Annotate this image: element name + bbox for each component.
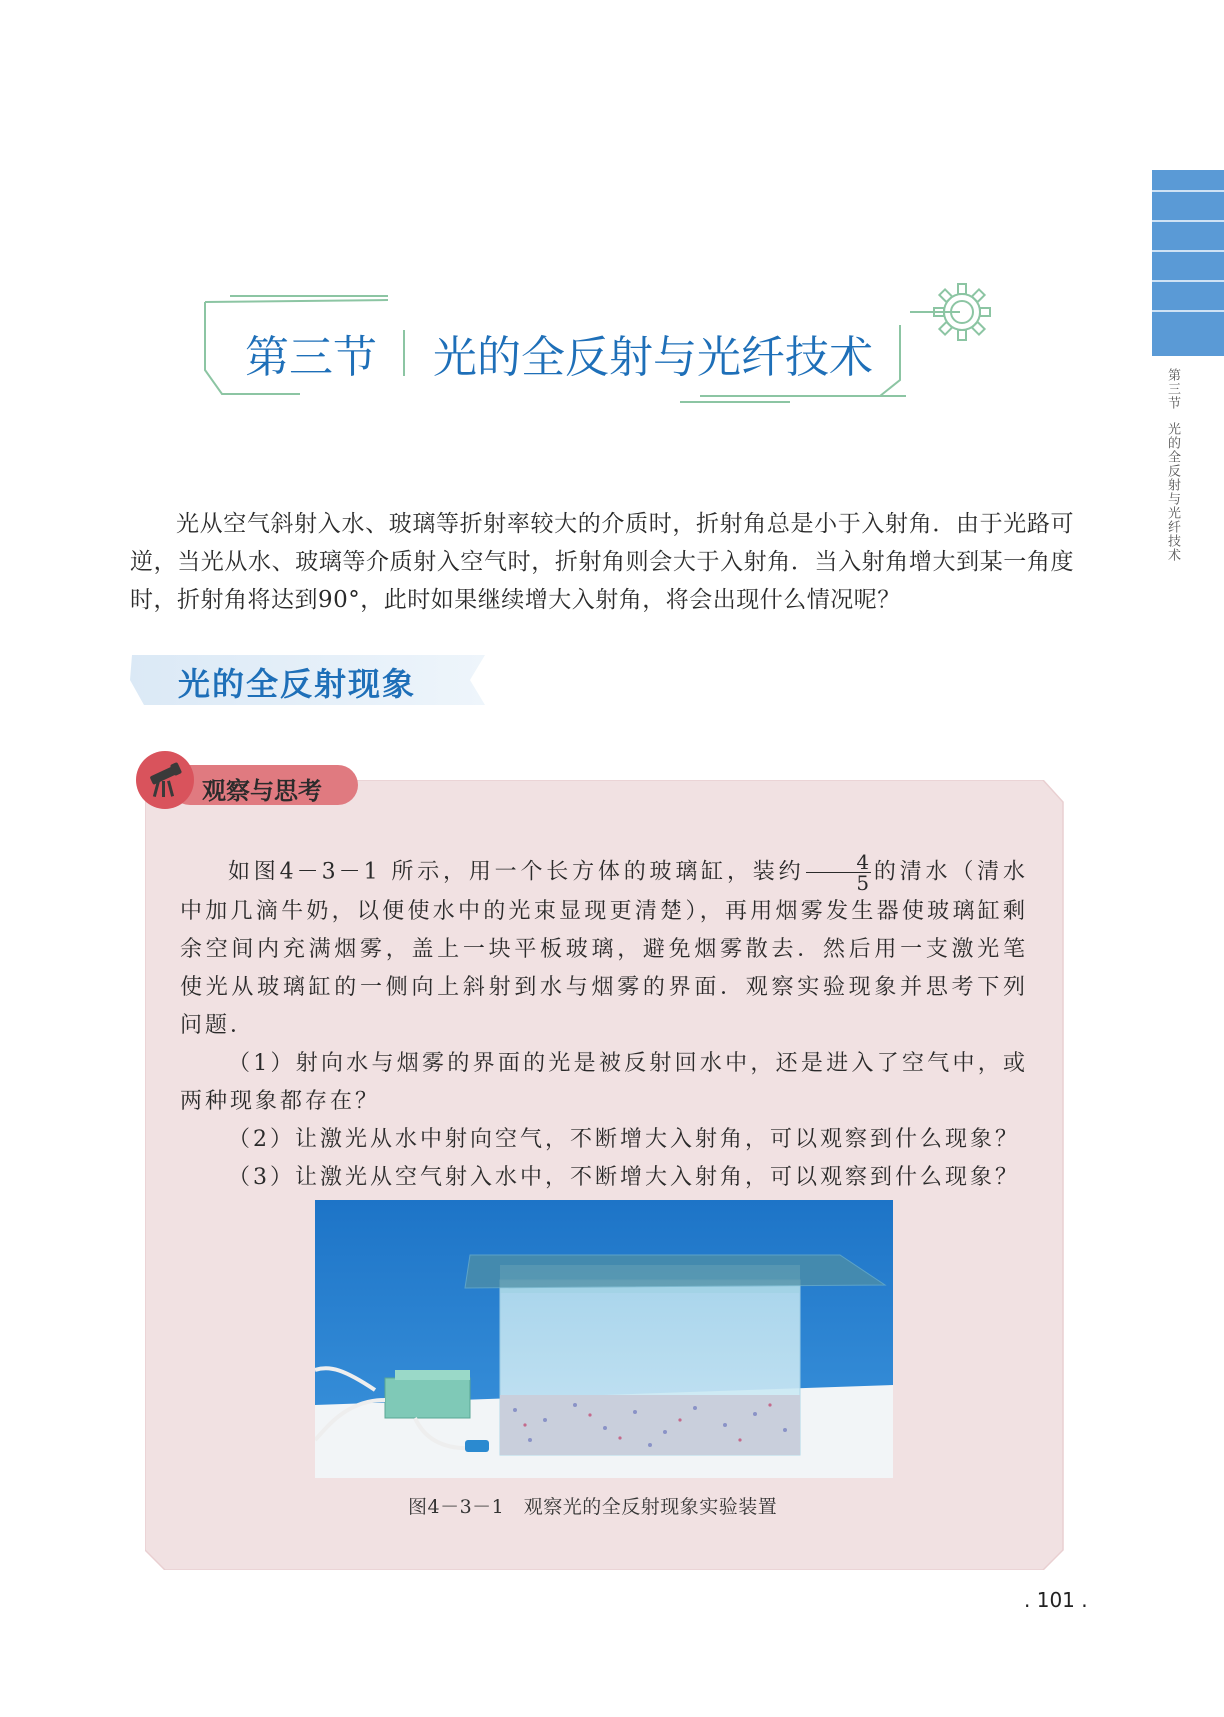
page-number: . 101 . bbox=[1024, 1588, 1088, 1612]
observe-content bbox=[180, 852, 1028, 1197]
fraction-numerator: 4 bbox=[806, 852, 871, 873]
side-section-label: 第三节 bbox=[1165, 368, 1180, 410]
observe-para-b: 的清水（清水中加几滴牛奶，以便使水中的光束显现更清楚），再用烟雾发生器使玻璃缸剩余空间内充满烟雾，盖上一块平板玻璃，避免烟雾散去．然后用一支激光笔使光从玻璃缸的一侧向上斜射到水与烟雾的界面．观察实验现象并思考下列问题． bbox=[180, 859, 1028, 1038]
title-section: 第三节 bbox=[245, 332, 377, 383]
observe-paragraph bbox=[180, 852, 1028, 1045]
figure-caption: 图4－3－1 观察光的全反射现象实验装置 bbox=[408, 1496, 778, 1518]
experiment-photo bbox=[315, 1200, 893, 1478]
fraction bbox=[806, 852, 871, 893]
observe-tag bbox=[130, 745, 360, 807]
section-heading bbox=[130, 655, 490, 705]
side-title-label: 光的全反射与光纤技术 bbox=[1165, 422, 1180, 562]
intro-text: 光从空气斜射入水、玻璃等折射率较大的介质时，折射角总是小于入射角．由于光路可逆，当光从水、玻璃等介质射入空气时，折射角则会大于入射角．当入射角增大到某一角度时，折射角将达到90°，此时如果继续增大入射角，将会出现什么情况呢？ bbox=[130, 511, 1074, 613]
side-running-title bbox=[1158, 368, 1182, 562]
telescope-icon bbox=[136, 751, 194, 809]
question-2: （2）让激光从水中射向空气，不断增大入射角，可以观察到什么现象？ bbox=[228, 1127, 1020, 1152]
question-1: （1）射向水与烟雾的界面的光是被反射回水中，还是进入了空气中，或两种现象都存在？ bbox=[180, 1051, 1028, 1114]
observe-tag-label: 观察与思考 bbox=[202, 777, 322, 805]
chapter-tab bbox=[1152, 170, 1224, 356]
page-title bbox=[245, 323, 873, 383]
title-divider bbox=[403, 330, 405, 376]
intro-paragraph bbox=[130, 505, 1074, 619]
title-name: 光的全反射与光纤技术 bbox=[433, 332, 873, 383]
section-heading-label: 光的全反射现象 bbox=[178, 665, 417, 703]
observe-para-a: 如图4－3－1 所示，用一个长方体的玻璃缸，装约 bbox=[228, 859, 805, 885]
fraction-denominator: 5 bbox=[856, 871, 870, 895]
question-3: （3）让激光从空气射入水中，不断增大入射角，可以观察到什么现象？ bbox=[228, 1165, 1020, 1190]
